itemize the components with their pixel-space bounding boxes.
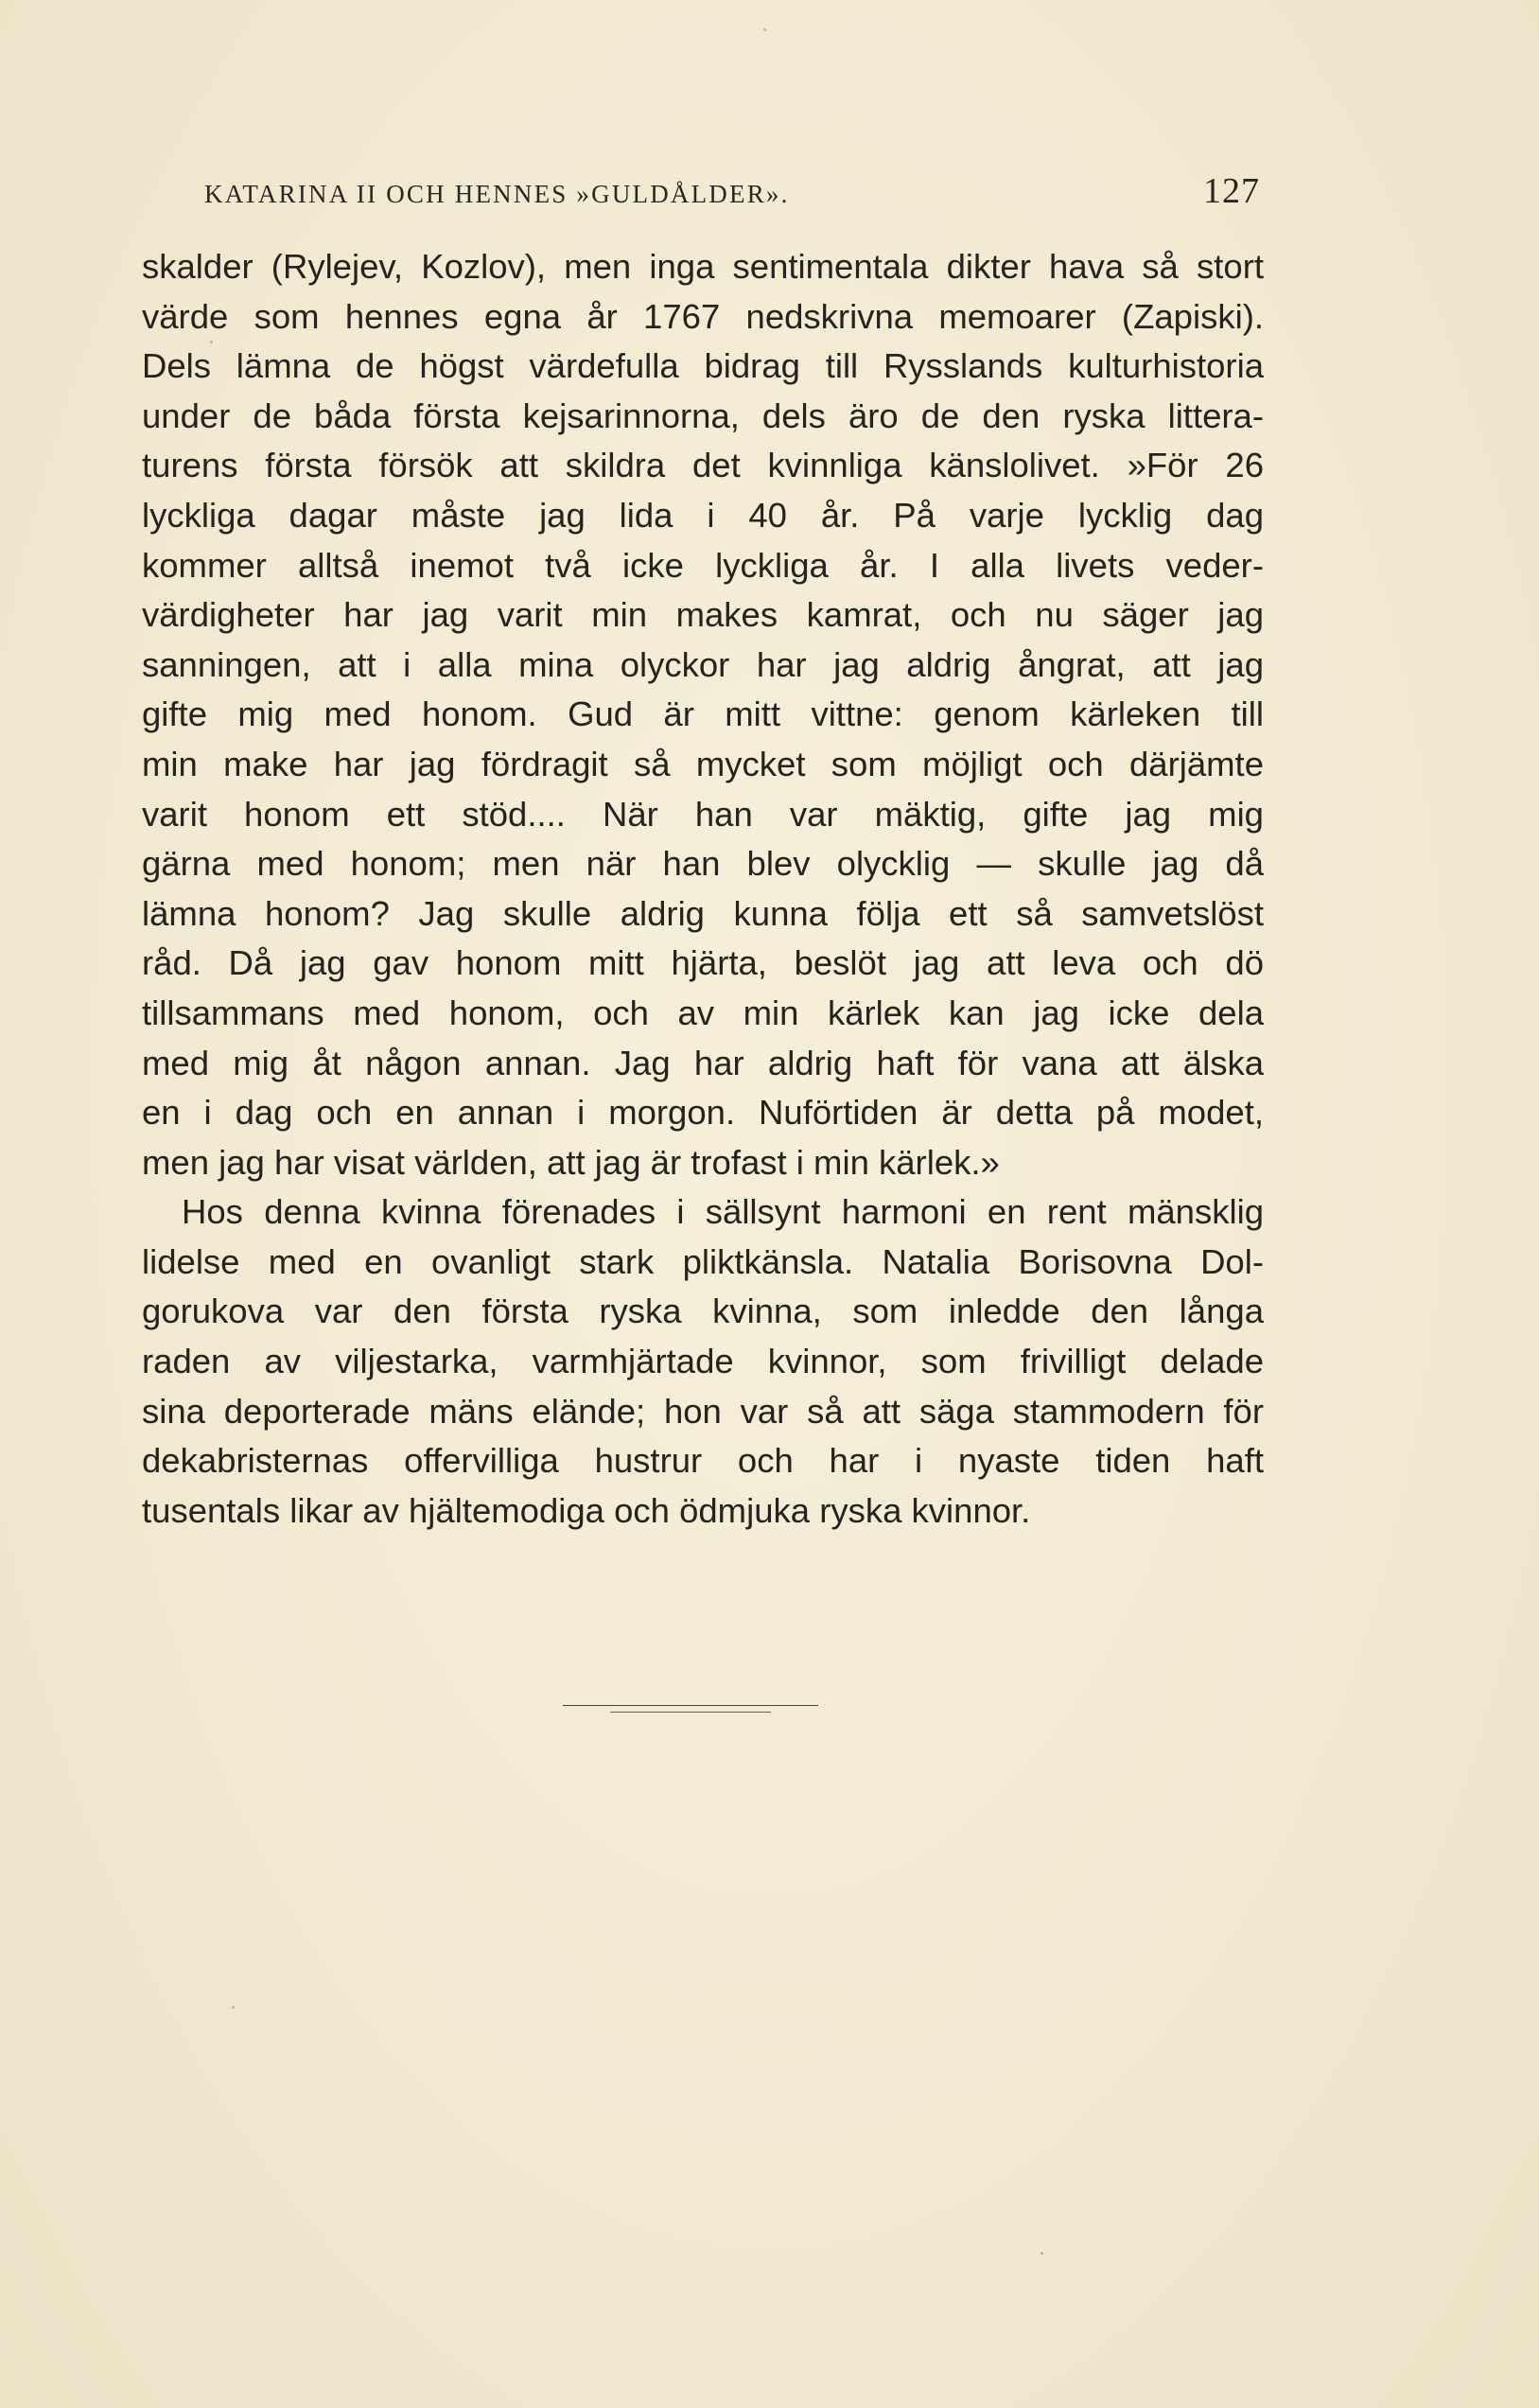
text-line: tusentals likar av hjältemodiga och ödmjuka ryska kvinnor.: [142, 1490, 1031, 1530]
text-line: dekabristernas offervilliga hustrur och har i nyaste tiden haft: [142, 1441, 1264, 1481]
running-title: KATARINA II OCH HENNES »GULDÅLDER».: [204, 180, 790, 208]
text-line: gärna med honom; men när han blev olycklig — skulle jag då: [142, 844, 1264, 884]
text-line: skalder (Rylejev, Kozlov), men inga sentimentala dikter hava så stort: [142, 247, 1264, 286]
paper-speck: [1041, 2252, 1043, 2255]
end-rule-long: [563, 1705, 818, 1706]
text-line: sina deporterade mäns elände; hon var så att säga stammodern för: [142, 1391, 1264, 1431]
page-number: 127: [1203, 171, 1260, 211]
text-line: kommer alltså inemot två icke lyckliga år. I alla livets veder-: [142, 545, 1264, 585]
text-line: med mig åt någon annan. Jag har aldrig haft för vana att älska: [142, 1043, 1264, 1082]
text-line: värdigheter har jag varit min makes kamrat, och nu säger jag: [142, 595, 1264, 635]
text-line: min make har jag fördragit så mycket som möjligt och därjämte: [142, 744, 1264, 783]
text-line: en i dag och en annan i morgon. Nuförtiden är detta på modet,: [142, 1093, 1264, 1133]
body-text: [142, 242, 1264, 1536]
running-head: [142, 170, 1264, 223]
text-line: raden av viljestarka, varmhjärtade kvinnor, som frivilligt delade: [142, 1342, 1264, 1381]
end-rule-short: [610, 1712, 771, 1713]
chapter-end-rule: [563, 1703, 818, 1714]
text-line: varit honom ett stöd.... När han var mäktig, gifte jag mig: [142, 794, 1264, 834]
text-line: Dels lämna de högst värdefulla bidrag till Rysslands kulturhistoria: [142, 346, 1264, 386]
text-line: tillsammans med honom, och av min kärlek kan jag icke dela: [142, 993, 1264, 1032]
text-line: under de båda första kejsarinnorna, dels äro de den ryska littera-: [142, 395, 1264, 435]
paper-speck: [210, 341, 213, 343]
text-line: men jag har visat världen, att jag är trofast i min kärlek.»: [142, 1142, 1000, 1182]
text-line: turens första försök att skildra det kvinnliga känslolivet. »För 26: [142, 446, 1264, 485]
text-line: gifte mig med honom. Gud är mitt vittne: genom kärleken till: [142, 694, 1264, 734]
text-line: lidelse med en ovanligt stark pliktkänsla. Natalia Borisovna Dol-: [142, 1241, 1264, 1281]
text-line: gorukova var den första ryska kvinna, som inledde den långa: [142, 1292, 1264, 1331]
paragraph-start-line: Hos denna kvinna förenades i sällsynt harmoni en rent mänsklig: [182, 1192, 1264, 1232]
paper-speck: [763, 28, 766, 31]
text-line: lämna honom? Jag skulle aldrig kunna följa ett så samvetslöst: [142, 893, 1264, 933]
text-line: sanningen, att i alla mina olyckor har jag aldrig ångrat, att jag: [142, 644, 1264, 684]
paper-speck: [232, 2006, 235, 2009]
text-line: värde som hennes egna år 1767 nedskrivna memoarer (Zapiski).: [142, 296, 1264, 336]
text-line: lyckliga dagar måste jag lida i 40 år. På varje lycklig dag: [142, 495, 1264, 535]
text-line: råd. Då jag gav honom mitt hjärta, beslöt jag att leva och dö: [142, 943, 1264, 983]
